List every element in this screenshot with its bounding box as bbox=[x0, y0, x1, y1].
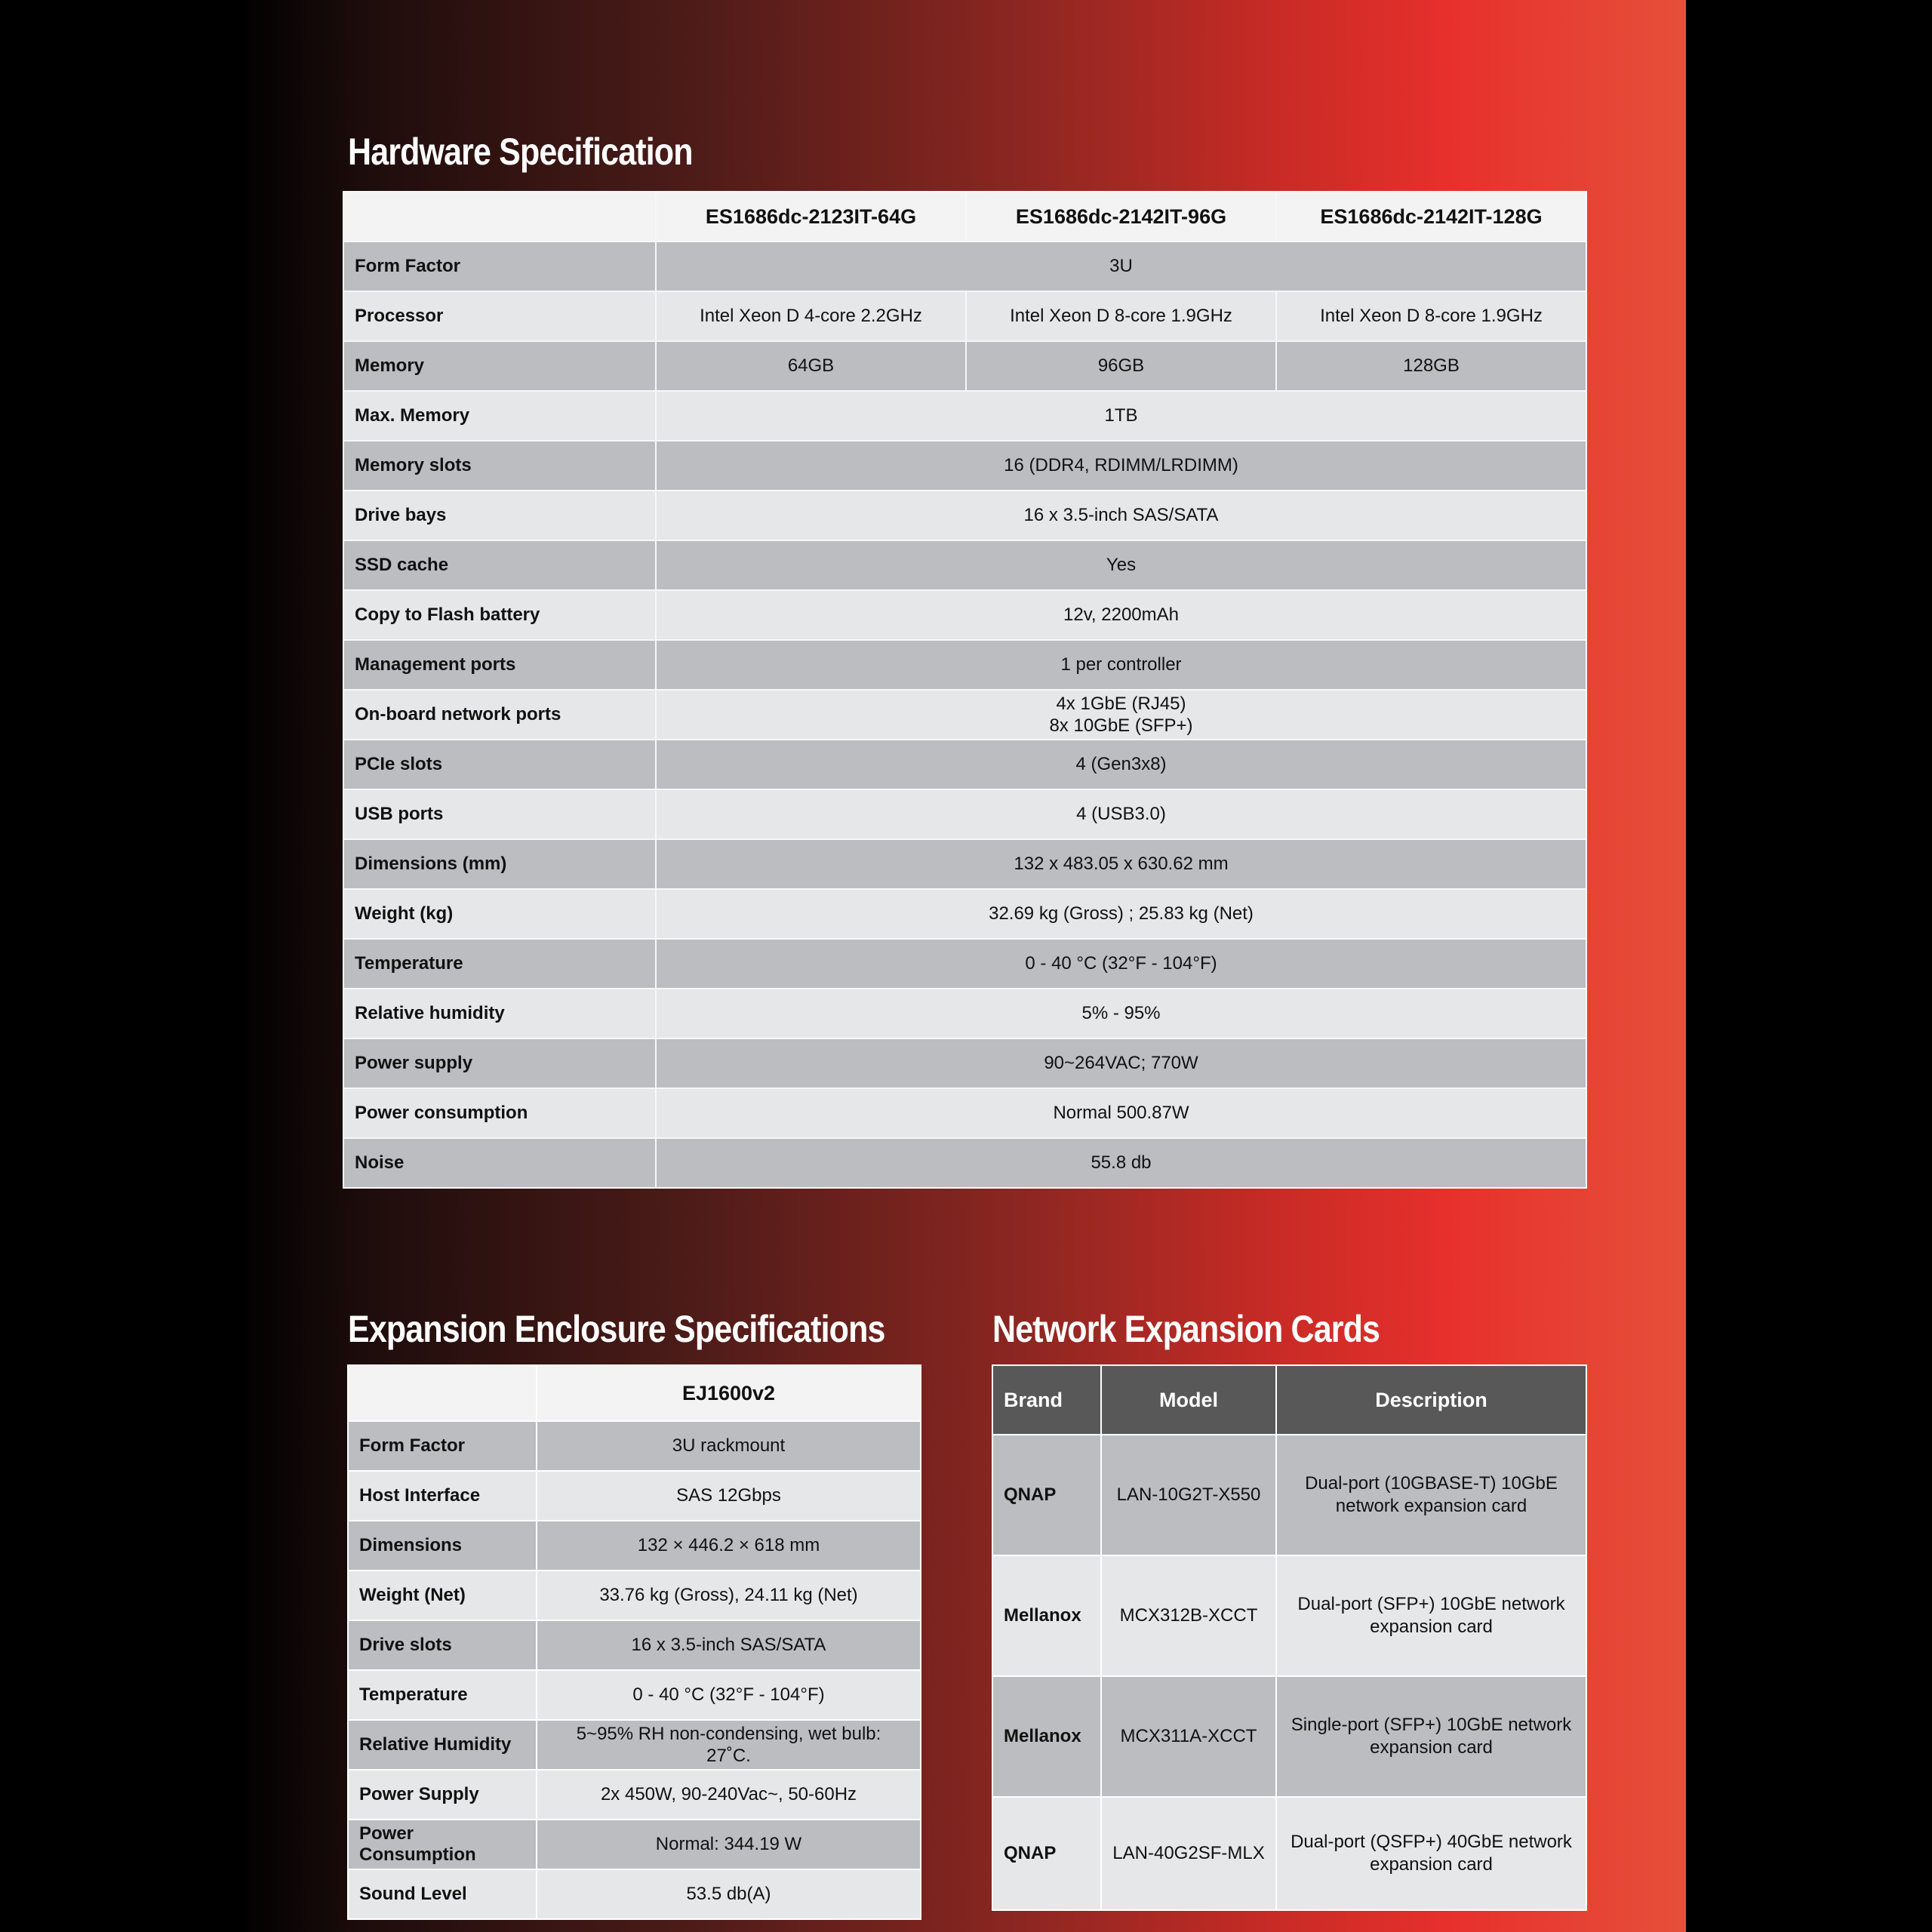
row-label: Host Interface bbox=[348, 1471, 537, 1521]
network-cards-table bbox=[992, 1364, 1587, 1911]
description-cell bbox=[1276, 1676, 1586, 1797]
model-cell: MCX312B-XCCT bbox=[1101, 1555, 1276, 1676]
row-value: 132 x 483.05 x 630.62 mm bbox=[656, 839, 1586, 889]
network-cards-title: Network Expansion Cards bbox=[992, 1308, 1380, 1350]
table-row bbox=[343, 291, 1586, 341]
table-row bbox=[992, 1676, 1586, 1797]
row-label: Temperature bbox=[348, 1670, 537, 1720]
row-value: 2x 450W, 90-240Vac~, 50-60Hz bbox=[537, 1770, 921, 1820]
model-header: ES1686dc-2142IT-128G bbox=[1276, 192, 1586, 242]
table-header-row bbox=[992, 1365, 1586, 1435]
row-value: 5% - 95% bbox=[656, 989, 1586, 1038]
table-row bbox=[343, 939, 1586, 989]
row-value: 3U rackmount bbox=[537, 1421, 921, 1471]
model-header: ES1686dc-2123IT-64G bbox=[656, 192, 966, 242]
expansion-spec-table bbox=[347, 1364, 921, 1920]
row-label: PCIe slots bbox=[343, 740, 656, 789]
row-label: Max. Memory bbox=[343, 391, 656, 441]
row-label: Processor bbox=[343, 291, 656, 341]
description-line: network expansion card bbox=[1335, 1496, 1527, 1516]
description-line: Dual-port (SFP+) 10GbE network bbox=[1297, 1594, 1565, 1614]
row-value: 16 x 3.5-inch SAS/SATA bbox=[537, 1620, 921, 1670]
model-header: EJ1600v2 bbox=[537, 1365, 921, 1421]
row-value: 1 per controller bbox=[656, 640, 1586, 690]
description-cell bbox=[1276, 1435, 1586, 1555]
row-label: Noise bbox=[343, 1138, 656, 1188]
row-label: Power Consumption bbox=[348, 1820, 537, 1869]
table-row bbox=[348, 1670, 921, 1720]
row-value: 4 (USB3.0) bbox=[656, 789, 1586, 839]
row-value: 0 - 40 °C (32°F - 104°F) bbox=[656, 939, 1586, 989]
row-value: Normal 500.87W bbox=[656, 1088, 1586, 1138]
row-value: 4 (Gen3x8) bbox=[656, 740, 1586, 789]
row-label: Memory bbox=[343, 341, 656, 391]
brand-cell: Mellanox bbox=[992, 1676, 1101, 1797]
table-row bbox=[992, 1797, 1586, 1910]
table-row bbox=[348, 1869, 921, 1919]
description-cell bbox=[1276, 1797, 1586, 1910]
table-row bbox=[992, 1435, 1586, 1555]
row-value bbox=[537, 1720, 921, 1770]
row-label: Power supply bbox=[343, 1038, 656, 1088]
row-label: Drive slots bbox=[348, 1620, 537, 1670]
model-header: Model bbox=[1101, 1365, 1276, 1435]
row-value-line: 5~95% RH non-condensing, wet bulb: bbox=[576, 1724, 881, 1744]
row-label: Relative humidity bbox=[343, 989, 656, 1038]
table-row bbox=[343, 441, 1586, 491]
row-label: Temperature bbox=[343, 939, 656, 989]
table-row bbox=[348, 1770, 921, 1820]
row-label: Drive bays bbox=[343, 491, 656, 540]
table-row bbox=[343, 839, 1586, 889]
row-label: Weight (Net) bbox=[348, 1571, 537, 1620]
row-label: Relative Humidity bbox=[348, 1720, 537, 1770]
expansion-spec-title: Expansion Enclosure Specifications bbox=[348, 1308, 885, 1350]
row-value: 55.8 db bbox=[656, 1138, 1586, 1188]
row-value: 96GB bbox=[966, 341, 1276, 391]
table-row bbox=[348, 1820, 921, 1869]
table-row bbox=[348, 1521, 921, 1571]
row-label: Form Factor bbox=[348, 1421, 537, 1471]
table-row bbox=[348, 1620, 921, 1670]
row-label: USB ports bbox=[343, 789, 656, 839]
row-value: 132 × 446.2 × 618 mm bbox=[537, 1521, 921, 1571]
hardware-spec-title: Hardware Specification bbox=[348, 131, 693, 173]
right-black-margin bbox=[1686, 0, 1932, 1932]
model-cell: MCX311A-XCCT bbox=[1101, 1676, 1276, 1797]
brand-cell: QNAP bbox=[992, 1435, 1101, 1555]
row-label: Power Supply bbox=[348, 1770, 537, 1820]
description-line: expansion card bbox=[1370, 1617, 1493, 1637]
table-row bbox=[343, 391, 1586, 441]
row-value: Intel Xeon D 8-core 1.9GHz bbox=[966, 291, 1276, 341]
row-value: Intel Xeon D 8-core 1.9GHz bbox=[1276, 291, 1586, 341]
row-value: 0 - 40 °C (32°F - 104°F) bbox=[537, 1670, 921, 1720]
row-value: 90~264VAC; 770W bbox=[656, 1038, 1586, 1088]
row-value: 64GB bbox=[656, 341, 966, 391]
table-row bbox=[343, 789, 1586, 839]
table-row bbox=[343, 1088, 1586, 1138]
brand-header: Brand bbox=[992, 1365, 1101, 1435]
row-label: Dimensions bbox=[348, 1521, 537, 1571]
brand-cell: Mellanox bbox=[992, 1555, 1101, 1676]
row-value: 33.76 kg (Gross), 24.11 kg (Net) bbox=[537, 1571, 921, 1620]
table-row bbox=[343, 590, 1586, 640]
table-row bbox=[343, 491, 1586, 540]
row-label: Dimensions (mm) bbox=[343, 839, 656, 889]
row-label: Power consumption bbox=[343, 1088, 656, 1138]
table-row bbox=[343, 889, 1586, 939]
row-value bbox=[656, 690, 1586, 740]
row-value: SAS 12Gbps bbox=[537, 1471, 921, 1521]
table-row bbox=[348, 1421, 921, 1471]
table-row bbox=[343, 989, 1586, 1038]
description-line: expansion card bbox=[1370, 1854, 1493, 1875]
table-row bbox=[343, 1038, 1586, 1088]
model-cell: LAN-10G2T-X550 bbox=[1101, 1435, 1276, 1555]
description-header: Description bbox=[1276, 1365, 1586, 1435]
model-header: ES1686dc-2142IT-96G bbox=[966, 192, 1276, 242]
corner-cell bbox=[348, 1365, 537, 1421]
brand-cell: QNAP bbox=[992, 1797, 1101, 1910]
table-row bbox=[343, 341, 1586, 391]
row-value: Yes bbox=[656, 540, 1586, 590]
row-label: On-board network ports bbox=[343, 690, 656, 740]
model-cell: LAN-40G2SF-MLX bbox=[1101, 1797, 1276, 1910]
description-line: Single-port (SFP+) 10GbE network bbox=[1291, 1715, 1572, 1735]
table-header-row bbox=[343, 192, 1586, 242]
row-label: Management ports bbox=[343, 640, 656, 690]
row-label: Copy to Flash battery bbox=[343, 590, 656, 640]
row-value: 32.69 kg (Gross) ; 25.83 kg (Net) bbox=[656, 889, 1586, 939]
row-label: SSD cache bbox=[343, 540, 656, 590]
table-row bbox=[343, 640, 1586, 690]
table-row bbox=[343, 690, 1586, 740]
description-line: Dual-port (10GBASE-T) 10GbE bbox=[1305, 1473, 1558, 1494]
row-value: 1TB bbox=[656, 391, 1586, 441]
row-label: Memory slots bbox=[343, 441, 656, 491]
table-row bbox=[343, 1138, 1586, 1188]
row-value: 53.5 db(A) bbox=[537, 1869, 921, 1919]
description-line: expansion card bbox=[1370, 1737, 1493, 1758]
row-value-line: 8x 10GbE (SFP+) bbox=[1049, 715, 1193, 736]
table-row bbox=[992, 1555, 1586, 1676]
table-header-row bbox=[348, 1365, 921, 1421]
row-value: 12v, 2200mAh bbox=[656, 590, 1586, 640]
table-row bbox=[348, 1571, 921, 1620]
hardware-spec-table bbox=[343, 191, 1587, 1189]
row-label: Form Factor bbox=[343, 242, 656, 291]
table-row bbox=[348, 1471, 921, 1521]
row-value: Intel Xeon D 4-core 2.2GHz bbox=[656, 291, 966, 341]
row-label: Sound Level bbox=[348, 1869, 537, 1919]
row-value: 128GB bbox=[1276, 341, 1586, 391]
description-line: Dual-port (QSFP+) 40GbE network bbox=[1291, 1832, 1572, 1852]
description-cell bbox=[1276, 1555, 1586, 1676]
table-row bbox=[343, 242, 1586, 291]
row-label: Weight (kg) bbox=[343, 889, 656, 939]
row-value-line: 27˚C. bbox=[706, 1746, 751, 1766]
row-value: Normal: 344.19 W bbox=[537, 1820, 921, 1869]
table-row bbox=[343, 540, 1586, 590]
table-row bbox=[348, 1720, 921, 1770]
row-value: 3U bbox=[656, 242, 1586, 291]
row-value: 16 x 3.5-inch SAS/SATA bbox=[656, 491, 1586, 540]
row-value-line: 4x 1GbE (RJ45) bbox=[1056, 694, 1186, 714]
corner-cell bbox=[343, 192, 656, 242]
row-value: 16 (DDR4, RDIMM/LRDIMM) bbox=[656, 441, 1586, 491]
table-row bbox=[343, 740, 1586, 789]
